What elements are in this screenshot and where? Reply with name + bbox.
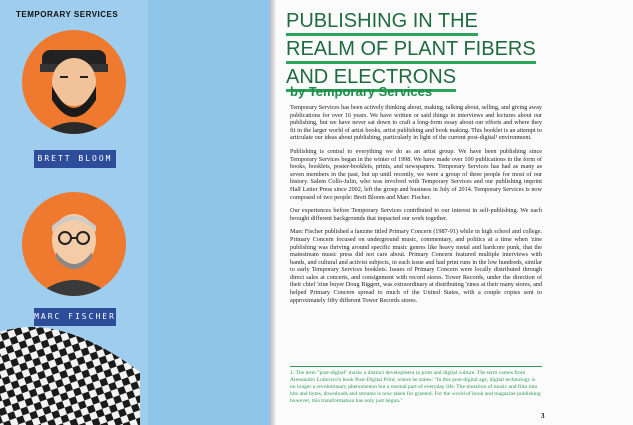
name-label-marc-fischer: MARC FISCHER: [34, 308, 116, 326]
name-label-brett-bloom: BRETT BLOOM: [34, 150, 116, 168]
left-page: [0, 0, 270, 425]
man-with-glasses-illustration: [22, 192, 126, 296]
right-page: [276, 0, 633, 425]
article-body: [290, 104, 542, 310]
paragraph: Marc Fischer published a fanzine titled Primary Concern (1987-91) while in high school and college. Primary Concern focused on underground music, commentary, and politics at a time when 'zine publishing was thriving around specific music genres like heavy metal and hardcore punk, that the mainstream music press did not care about. Primary Concern featured multiple interviews with bands, and cultural and activist subjects, in each issue and had print runs in the low hundreds, similar to early Temporary Services booklets. Issues of Primary Concern were locally distributed through direct sales at concerts, and consignment with record stores. Tower Records, under the direction of their chief 'zine buyer Doug Biggert, was extraordinary at distributing 'zines at their many stores, and helped Primary Concern spread to much of the United States, with a couple copies sent to approximately fifty different Tower Records stores.: [290, 228, 542, 304]
paragraph: Publishing is central to everything we do as an artist group. We have been publishing since Temporary Services began in the winter of 1998. We have made over 100 publications in the form of books, booklets, poster-booklets, prints, and newspapers. Temporary Services has had as many as seven members in the past, but up until recently, we were a group of three people for most of our history. Salem Collo-Julin, who was involved with Temporary Services and our publishing imprint Half Letter Press since 2002, left the group and business in July of 2014. Temporary Services is now composed of two people: Brett Bloom and Marc Fischer.: [290, 147, 542, 201]
checkered-shirt-illustration: [0, 312, 140, 425]
byline: by Temporary Services: [290, 84, 433, 99]
footnote: 1. The term "post-digital" marks a distinct development in print and digital culture. The term comes from Alessandro Ludovico's book Post-Digital Print, where he states: "In this post-digital age, digital technology is no longer a revolutionary phenomenon but a normal part of everyday life. The mutation of music and film into bits and bytes, downloads and streams is now taken for granted. For the world of book and magazine publishing however, this transformation has only just begun.": [290, 366, 542, 405]
paragraph: Temporary Services has been actively thinking about, making, talking about, selling, and giving away publications for over 16 years. We have written or said things in interviews and lectures about our publishing, but we have never sat down to craft a long-form essay about our efforts and where they fit in the larger world of artist books, artist publishing and book making. This booklet is an attempt to articulate our ideas about publishing, particularly in light of the current post-digital¹ environment.: [290, 104, 542, 142]
title-line: AND ELECTRONS: [286, 66, 456, 92]
portrait-brett-bloom: [22, 30, 126, 134]
title-line: PUBLISHING IN THE: [286, 10, 478, 36]
paragraph: Our experiences before Temporary Services contributed to our interest in self-publishing. We each brought different backgrounds that impacted our work together.: [290, 207, 542, 222]
page-number: 3: [541, 412, 545, 420]
brand-label: TEMPORARY SERVICES: [16, 10, 119, 19]
portrait-marc-fischer: [22, 192, 126, 296]
bearded-man-illustration: [22, 30, 126, 134]
page-title: [286, 10, 556, 94]
title-line: REALM OF PLANT FIBERS: [286, 38, 536, 64]
